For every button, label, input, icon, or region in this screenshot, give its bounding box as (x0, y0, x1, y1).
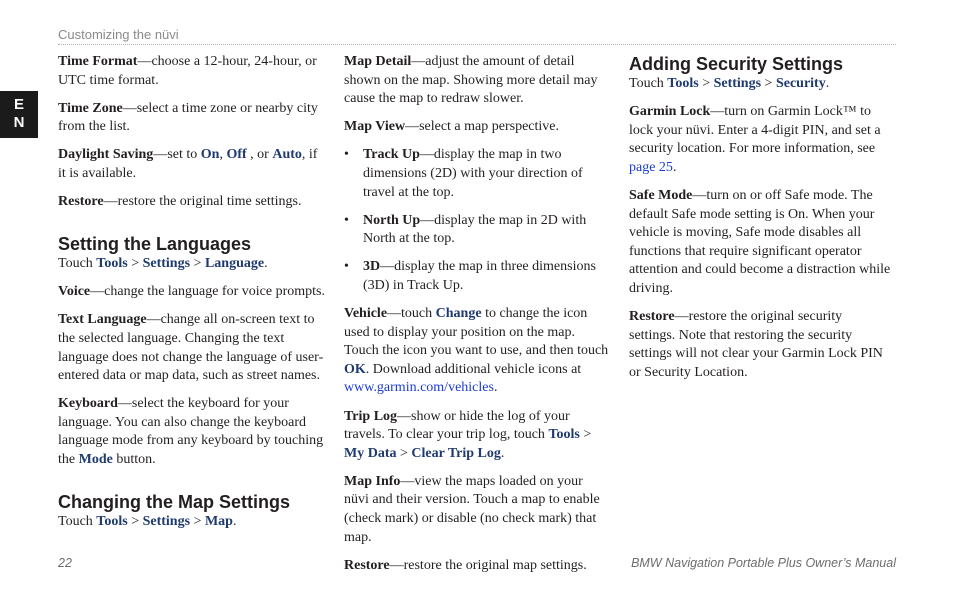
column-2 (344, 53, 610, 585)
term: Map Info (344, 473, 401, 489)
description: —select the keyboard for your language. You can also change the keyboard language mode from any keyboard by touching the (58, 396, 324, 467)
column-3 (629, 53, 891, 392)
term: Restore (629, 309, 675, 325)
term: Keyboard (58, 396, 118, 412)
manual-title: BMW Navigation Portable Plus Owner’s Manual (631, 556, 896, 570)
ui-my-data: My Data (344, 445, 397, 461)
term: North Up (363, 212, 421, 228)
keyboard-paragraph (58, 395, 326, 469)
ui-ok: OK (344, 361, 366, 377)
ui-change: Change (435, 306, 482, 322)
column-1 (58, 53, 326, 541)
description: —show or hide the log of your travels. To clear your trip log, touch (344, 408, 570, 443)
ui-off: Off (226, 147, 247, 163)
restore-security-paragraph (629, 308, 891, 382)
vehicle-paragraph (344, 305, 610, 398)
path-end: . (232, 514, 237, 530)
term: Trip Log (344, 408, 398, 424)
languages-path (58, 255, 326, 274)
path-text: Touch (58, 514, 97, 530)
voice-paragraph (58, 283, 326, 302)
term: Time Format (58, 54, 138, 69)
map-detail-paragraph (344, 53, 610, 109)
term: Map Detail (344, 54, 412, 69)
ui-auto: Auto (272, 147, 302, 163)
path-separator: > (127, 514, 143, 530)
term: Time Zone (58, 100, 123, 116)
time-format-paragraph (58, 53, 326, 90)
description: , if it is available. (58, 147, 318, 181)
path-separator: > (396, 445, 412, 461)
term: Garmin Lock (629, 104, 711, 120)
map-settings-heading: Changing the Map Settings (58, 492, 290, 513)
ui-security: Security (775, 76, 826, 91)
list-item (344, 146, 610, 202)
map-info-paragraph (344, 473, 610, 547)
path-end: . (672, 159, 677, 175)
path-end: . (500, 445, 505, 461)
path-separator: > (698, 76, 714, 91)
ui-tools: Tools (548, 427, 580, 443)
description: —turn on Garmin Lock™ to lock your nüvi. Enter a 4-digit PIN, and set a security location. For more information, see (629, 104, 881, 157)
ui-language: Language (204, 256, 265, 272)
term: Text Language (58, 312, 147, 328)
ui-settings: Settings (142, 514, 191, 530)
bullet: • (344, 147, 349, 163)
description: —display the map in three dimensions (3D) in Track Up. (363, 259, 596, 293)
page-25-link[interactable]: page 25 (629, 159, 673, 175)
description: —restore the original security settings. Note that restoring the security settings will not clear your Garmin Lock PIN or Security Location. (629, 309, 883, 380)
map-path (58, 513, 326, 532)
garmin-lock-paragraph (629, 103, 891, 177)
separator: , (219, 147, 227, 163)
list-item (344, 258, 610, 295)
path-end: . (825, 76, 830, 91)
path-separator: > (579, 427, 592, 443)
term: Voice (58, 284, 91, 300)
vehicles-link[interactable]: www.garmin.com/vehicles (344, 380, 494, 396)
term: Map View (344, 119, 406, 135)
map-view-options (344, 146, 610, 295)
description: —choose a 12-hour, 24-hour, or UTC time format. (58, 54, 317, 88)
ui-tools: Tools (96, 514, 128, 530)
description: —view the maps loaded on your nüvi and their version. Touch a map to enable (check mark) or disable (no check mark) that map. (344, 473, 600, 545)
language-tab (0, 91, 38, 138)
term: Restore (344, 557, 390, 573)
description: —turn on or off Safe mode. The default Safe mode setting is On. When your vehicle is moving, Safe mode disables all functions that require significant operator attention and could become a distraction while driving. (629, 187, 891, 296)
list-item (344, 212, 610, 249)
description: —display the map in two dimensions (2D) with your direction of travel at the top. (363, 147, 583, 200)
description: —select a map perspective. (405, 119, 559, 135)
ui-settings: Settings (713, 76, 762, 91)
term: Vehicle (344, 306, 388, 322)
description: —select a time zone or nearby city from the list. (58, 100, 318, 135)
path-end: . (264, 256, 268, 272)
description: —restore the original map settings. (389, 557, 587, 573)
term: Safe Mode (629, 187, 693, 203)
security-path (629, 75, 891, 94)
restore-map-paragraph (344, 557, 610, 576)
ui-map: Map (204, 514, 233, 530)
header-divider (58, 44, 896, 45)
ui-on: On (200, 147, 220, 163)
separator: , or (246, 147, 273, 163)
safe-mode-paragraph (629, 187, 891, 299)
description: —adjust the amount of detail shown on the map. Showing more detail may cause the map to redraw slower. (344, 54, 598, 107)
restore-time-paragraph (58, 193, 326, 212)
bullet: • (344, 259, 349, 275)
path-text: Touch (58, 256, 97, 272)
path-text: Touch (629, 76, 668, 91)
path-separator: > (190, 256, 205, 272)
description: —touch (387, 306, 436, 322)
running-header: Customizing the nüvi (58, 27, 179, 42)
path-separator: > (127, 256, 143, 272)
path-end: . (493, 380, 498, 396)
term: Daylight Saving (58, 147, 154, 163)
time-zone-paragraph (58, 100, 326, 137)
description: . Download additional vehicle icons at (365, 361, 582, 377)
ui-mode: Mode (78, 452, 113, 467)
languages-heading: Setting the Languages (58, 234, 252, 255)
term: Track Up (363, 147, 420, 163)
description: —change the language for voice prompts. (90, 284, 325, 300)
path-separator: > (190, 514, 205, 530)
ui-settings: Settings (142, 256, 191, 272)
description: —set to (153, 147, 201, 163)
language-tab-letter-1: E (13, 96, 24, 113)
language-tab-letter-2: N (13, 114, 25, 131)
map-view-paragraph (344, 118, 610, 137)
description: —change all on-screen text to the selected language. Changing the text language does not change the language of user-entered data or map data, such as street names. (58, 312, 324, 384)
ui-tools: Tools (667, 76, 699, 91)
term: Restore (58, 194, 104, 210)
page-number: 22 (58, 556, 72, 570)
term: 3D (363, 259, 381, 275)
description: button. (112, 452, 156, 467)
description: —restore the original time settings. (103, 194, 302, 210)
ui-clear-trip-log: Clear Trip Log (411, 445, 501, 461)
trip-log-paragraph (344, 408, 610, 464)
security-heading: Adding Security Settings (629, 54, 844, 74)
description: to change the icon used to display your position on the map. Touch the icon you want to use, and then touch (344, 306, 609, 359)
bullet: • (344, 212, 349, 228)
path-separator: > (761, 76, 776, 91)
ui-tools: Tools (96, 256, 128, 272)
description: —display the map in 2D with North at the top. (363, 212, 587, 247)
daylight-saving-paragraph (58, 146, 326, 183)
text-language-paragraph (58, 311, 326, 385)
